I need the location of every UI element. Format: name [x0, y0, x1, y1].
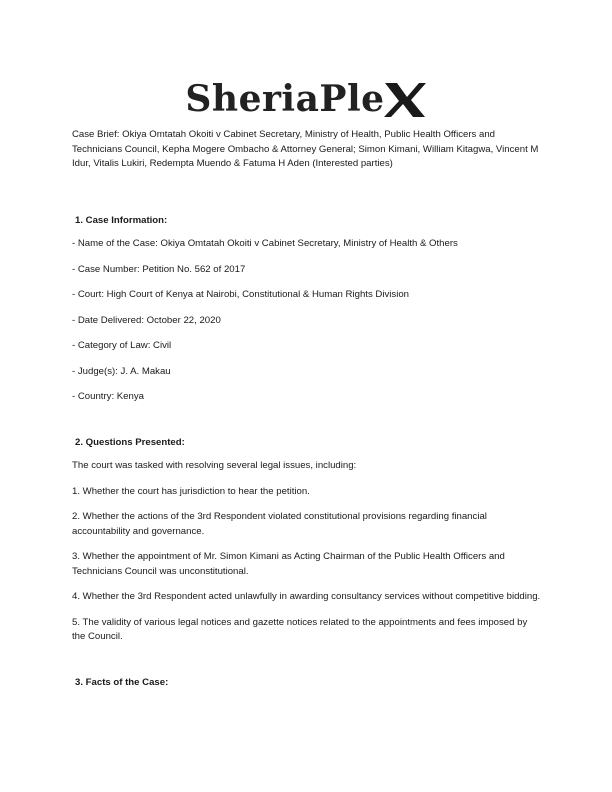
question-item: 5. The validity of various legal notices and gazette notices related to the appointments and fees imposed by the Council.	[72, 616, 528, 642]
case-info-item: - Court: High Court of Kenya at Nairobi, Constitutional & Human Rights Division	[72, 289, 409, 300]
question-item: 3. Whether the appointment of Mr. Simon Kimani as Acting Chairman of the Public Health Officers and Technicians Council was unconstitutional.	[72, 551, 505, 577]
case-info-item: - Name of the Case: Okiya Omtatah Okoiti v Cabinet Secretary, Ministry of Health & Others	[72, 238, 458, 249]
case-info-item: - Category of Law: Civil	[72, 340, 172, 351]
question-item: 4. Whether the 3rd Respondent acted unlawfully in awarding consultancy services without competitive bidding.	[72, 591, 541, 602]
case-brief-title: Case Brief: Okiya Omtatah Okoiti v Cabinet Secretary, Ministry of Health, Public Health Officers and Technicians Council, Kepha Mogere Ombacho & Attorney General; Simon Kimani, William Kitagwa, Vincent M Idur, Vitalis Lukiri, Redempta Muendo & Fatuma H Aden (Interested parties)	[72, 129, 539, 169]
question-item: 2. Whether the actions of the 3rd Respondent violated constitutional provisions regarding financial accountability and governance.	[72, 511, 487, 537]
section-facts-title: 3. Facts of the Case:	[75, 676, 169, 688]
case-info-item: - Date Delivered: October 22, 2020	[72, 314, 221, 326]
case-info-item: - Judge(s): J. A. Makau	[72, 365, 171, 377]
section-questions-title: 2. Questions Presented:	[75, 436, 185, 448]
question-item: 1. Whether the court has jurisdiction to hear the petition.	[72, 485, 310, 497]
case-info-item: - Case Number: Petition No. 562 of 2017	[72, 263, 246, 275]
x-mark-icon	[383, 79, 427, 119]
questions-intro: The court was tasked with resolving several legal issues, including:	[72, 460, 357, 471]
logo-text: SheriaPle	[185, 78, 385, 120]
section-case-information-title: 1. Case Information:	[75, 214, 168, 226]
sheriaplex-logo	[0, 74, 612, 124]
document-body	[72, 128, 542, 699]
case-info-item: - Country: Kenya	[72, 391, 144, 402]
